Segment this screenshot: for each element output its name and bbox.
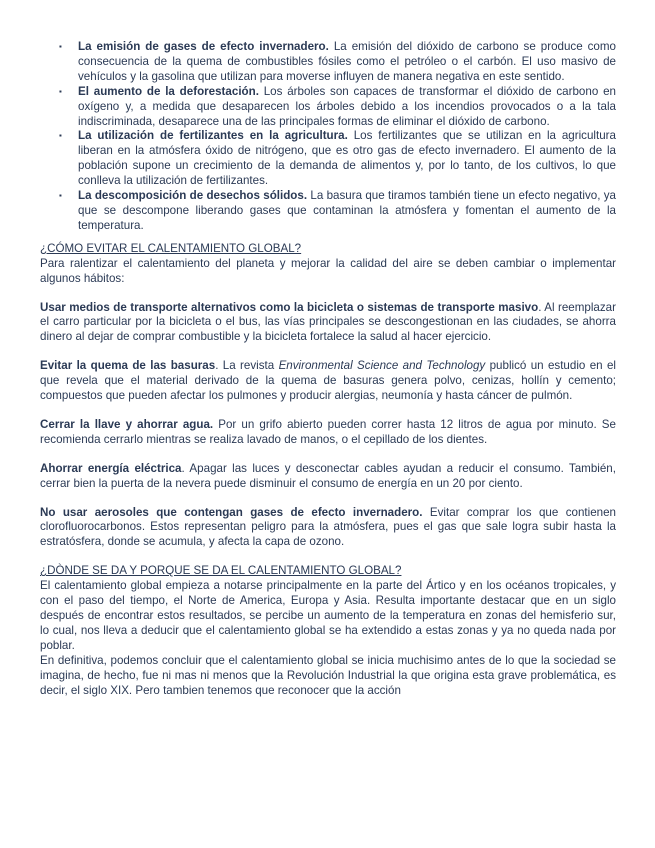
journal-name: Environmental Science and Technology [278, 359, 486, 373]
tip-title: Usar medios de transporte alternativos como la bicicleta o sistemas de transporte masivo [40, 300, 539, 314]
tip-text: publicó un estudio en el que revela que el material derivado de la quema de basuras genera polvo, cenizas, hollín y cemento; compuestos que pueden afectar los pulmones y producir alergias, neumonía y hasta cáncer de pulmón. [40, 359, 616, 403]
list-item [40, 189, 616, 234]
tip-paragraph: Usar medios de transporte alternativos como la bicicleta o sistemas de transporte masivo. Al reemplazar el carro particular por la bicicleta o el bus, las vías principales se descongestionan en las ciudades, se ahorra dinero al dejar de comprar combustible y la bicicleta fortalece la salud al hacer ejercicio. [40, 300, 616, 344]
bullet-title: El aumento de la deforestación. [78, 84, 259, 98]
section-heading: ¿CÓMO EVITAR EL CALENTAMIENTO GLOBAL? [40, 241, 302, 255]
tip-title: No usar aerosoles que contengan gases de efecto invernadero. [40, 505, 423, 519]
paragraph: El calentamiento global empieza a notarse principalmente en la parte del Ártico y en los océanos tropicales, y con el paso del tiempo, el Norte de America, Europa y Asia. Resulta importante destacar que en un siglo después de encontrar estos resultados, se percibe un aumento de la temperatura en zonas del hemisferio sur, lo cual, nos lleva a deducir que el calentamiento global se ha extendido a estas zonas y ya no queda nada por poblar. [40, 579, 616, 652]
tip-paragraph [40, 418, 616, 448]
list-item [40, 129, 616, 189]
list-item [40, 40, 616, 85]
tip-paragraph: Evitar la quema de las basuras. La revista Environmental Science and Technology publicó un estudio en el que revela que el material derivado de la quema de basuras genera polvo, cenizas, hollín y cemento; compuestos que pueden afectar los pulmones y producir alergias, neumonía y hasta cáncer de pulmón. [40, 359, 616, 403]
bullet-text: La basura que tiramos también tiene un efecto negativo, ya que se descompone liberando gases que contaminan la atmósfera y fomentan el aumento de la temperatura. [78, 189, 616, 232]
bullet-text: La emisión del dióxido de carbono se produce como consecuencia de la quema de combustibles fósiles como el petróleo o el carbón. El uso masivo de vehículos y la gasolina que utilizan para moverse influyen de manera negativa en este sentido. [78, 40, 616, 83]
list-item [40, 85, 616, 130]
section-heading: ¿DÒNDE SE DA Y PORQUE SE DA EL CALENTAMIENTO GLOBAL? [40, 564, 402, 578]
bullet-title: La utilización de fertilizantes en la agricultura. [78, 129, 348, 143]
tip-title: Ahorrar energía eléctrica [40, 461, 182, 475]
bullet-text: Los árboles son capaces de transformar el dióxido de carbono en oxígeno y, a medida que desaparecen los árboles debido a los incendios provocados o a la tala indiscriminada, desaparece una de las principales formas de eliminar el dióxido de carbono. [78, 84, 616, 128]
bullet-title: La emisión de gases de efecto invernadero. [78, 40, 329, 53]
tip-text: Al reemplazar el carro particular por la bicicleta o el bus, las vías principales se descongestionan en las ciudades, se ahorra dinero al dejar de comprar combustible y la bicicleta fortalece la salud al hacer ejercicio. [40, 300, 616, 344]
tip-title: Cerrar la llave y ahorrar agua. [40, 417, 214, 431]
tip-title: Evitar la quema de las basuras [40, 359, 216, 373]
tip-text: Evitar comprar los que contienen clorofluorocarbonos. Estos representan peligro para la atmósfera, pues el gas que sale logra subir hasta la estratósfera, donde se acumula, y afecta la capa de ozono. [40, 505, 616, 549]
causes-list [40, 40, 616, 234]
paragraph: En definitiva, podemos concluir que el calentamiento global se inicia muchisimo antes de lo que la sociedad se imagina, de hecho, fue ni mas ni menos que la Revolución Industrial la que origina esta grave problemática, es decir, el siglo XIX. Pero tambien tenemos que reconocer que la acción [40, 653, 616, 697]
tip-paragraph: Ahorrar energía eléctrica. Apagar las luces y desconectar cables ayudan a reducir el consumo. También, cerrar bien la puerta de la nevera puede disminuir el consumo de energía en un 20 por ciento. [40, 461, 616, 490]
paragraph: Para ralentizar el calentamiento del planeta y mejorar la calidad del aire se deben cambiar o implementar algunos hábitos: [40, 256, 616, 285]
document-content [40, 40, 616, 698]
tip-text: Apagar las luces y desconectar cables ayudan a reducir el consumo. También, cerrar bien la puerta de la nevera puede disminuir el consumo de energía en un 20 por ciento. [40, 461, 616, 490]
bullet-title: La descomposición de desechos sólidos. [78, 189, 308, 203]
bullet-text: Los fertilizantes que se utilizan en la agricultura liberan en la atmósfera óxido de nitrógeno, que es otro gas de efecto invernadero. El aumento de la población supone un crecimiento de la demanda de alimentos y, por lo tanto, de los cultivos, lo que conlleva la utilización de fertilizantes. [78, 129, 616, 188]
tip-text: Por un grifo abierto pueden correr hasta 12 litros de agua por minuto. Se recomienda cerrarlo mientras se realiza lavado de manos, o el cepillado de los dientes. [40, 417, 616, 446]
tip-paragraph [40, 506, 616, 551]
